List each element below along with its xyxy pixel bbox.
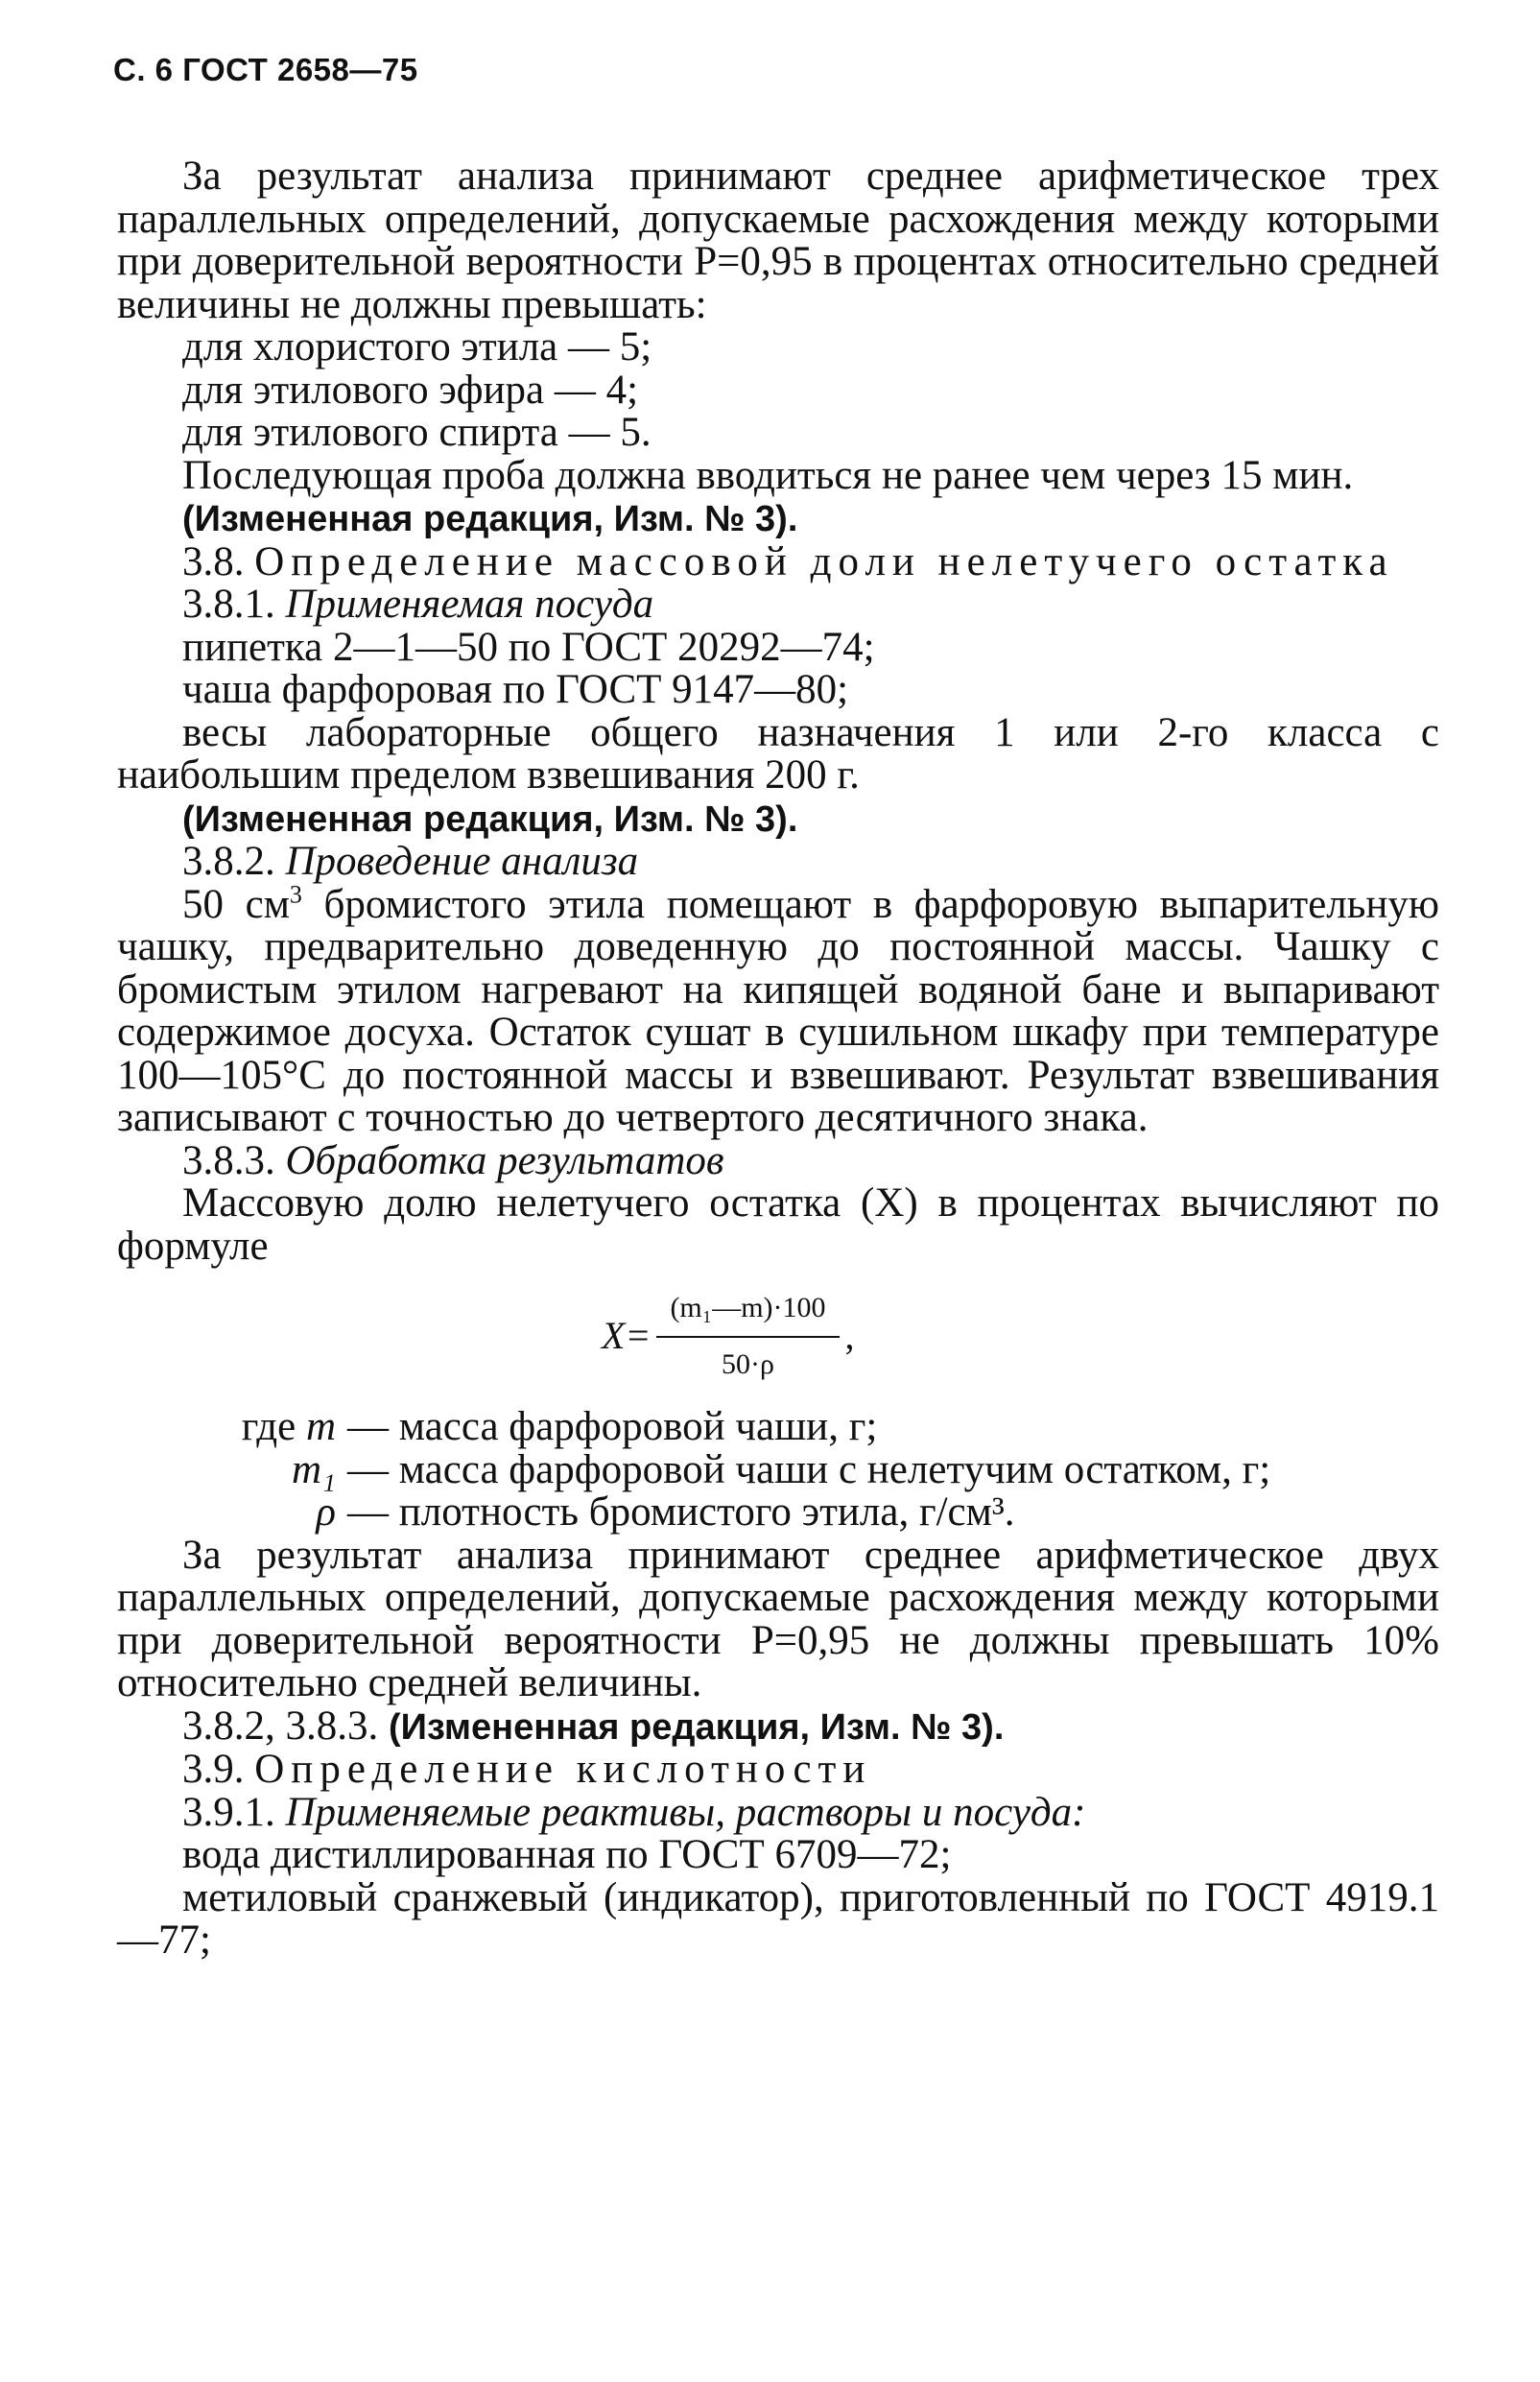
definition-row xyxy=(117,1406,1439,1449)
paragraph-next-sample: Последующая проба должна вводиться не ранее чем через 15 мин. xyxy=(182,452,1354,498)
formula-lhs: X= xyxy=(602,1314,652,1358)
subsection-title: Проведение анализа xyxy=(285,839,639,884)
definition-lead: где xyxy=(241,1404,296,1449)
section-number: 3.9. xyxy=(182,1747,245,1792)
list-item: для хлористого этила — 5; xyxy=(182,324,652,369)
formula-fraction xyxy=(656,1287,839,1386)
subsection-3-8-2-heading xyxy=(117,841,1439,884)
subsection-number: 3.8.2. xyxy=(182,839,275,884)
paragraph-calculation: Массовую долю нелетучего остатка (X) в процентах вычисляют по формуле xyxy=(117,1180,1439,1269)
definition-text: — масса фарфоровой чаши с нелетучим остатком, г; xyxy=(347,1446,1271,1492)
subsection-3-9-1-heading xyxy=(117,1789,1439,1835)
formula xyxy=(602,1287,855,1386)
section-3-9-heading xyxy=(117,1749,1439,1792)
formula-tail: , xyxy=(844,1314,855,1358)
superscript: 3 xyxy=(289,880,302,909)
list-item: для этилового спирта — 5. xyxy=(182,410,652,455)
paragraph-result-two: За результат анализа принимают среднее арифметическое двух параллельных определений, допускаемые расхождения между которыми при доверительной вероятности P=0,95 не должны превышать 10% относительно средней величины. xyxy=(117,1532,1439,1705)
definition-symbol xyxy=(117,1491,347,1535)
section-3-8-heading xyxy=(117,538,1439,584)
subsection-3-8-3-heading xyxy=(117,1137,1439,1183)
definition-symbol xyxy=(117,1406,347,1449)
definition-text: — масса фарфоровой чаши, г; xyxy=(347,1404,878,1449)
paragraph-result-three: За результат анализа принимают среднее арифметическое трех параллельных определений, допускаемые расхождения между которыми при доверительной вероятности P=0,95 в процентах относительно средней величины не должны превышать: xyxy=(117,154,1439,327)
procedure-text: бромистого этила помещают в фарфоровую выпарительную чашку, предварительно доведенную до постоянной массы. Чашку с бромистым этилом нагревают на кипящей водяной бане и выпаривают содержимое досуха. Остаток сушат в сушильном шкафу при температуре 100—105°С до постоянной массы и взвешивают. Результат взвешивания записывают с точностью до четвертого десятичного знака. xyxy=(117,881,1439,1140)
subsection-title: Применяемая посуда xyxy=(285,582,654,627)
paragraph-procedure xyxy=(117,880,1439,1140)
subsection-number: 3.8.3. xyxy=(182,1137,275,1183)
procedure-volume: 50 см xyxy=(182,881,290,927)
subsection-3-8-1-heading xyxy=(117,584,1439,627)
formula-denominator: 50·ρ xyxy=(722,1347,774,1380)
variable-definitions xyxy=(117,1406,1439,1535)
subsection-number: 3.9.1. xyxy=(182,1789,275,1835)
definition-row xyxy=(117,1491,1439,1535)
list-item-scales: весы лабораторные общего назначения 1 или 2-го класса с наибольшим пределом взвешивания 200 г. xyxy=(117,709,1439,798)
amendment-note xyxy=(117,798,1439,842)
section-title: Определение кислотности xyxy=(254,1747,872,1792)
list-item: метиловый сранжевый (индикатор), приготовленный по ГОСТ 4919.1—77; xyxy=(117,1874,1439,1963)
list-item: чаша фарфоровая по ГОСТ 9147—80; xyxy=(182,667,849,712)
amendment-note xyxy=(117,497,1439,541)
section-number: 3.8. xyxy=(182,538,245,584)
definition-text: — плотность бромистого этила, г/см³. xyxy=(347,1489,1015,1535)
definition-symbol xyxy=(117,1446,347,1492)
section-title: Определение массовой доли нелетучего остатка xyxy=(254,538,1394,584)
symbol: m xyxy=(305,1404,336,1449)
formula-block xyxy=(117,1281,1439,1402)
amendment-text: (Измененная редакция, Изм. № 3). xyxy=(182,798,798,840)
list-item: для этилового эфира — 4; xyxy=(182,367,639,413)
amendment-text: (Измененная редакция, Изм. № 3). xyxy=(389,1706,1005,1748)
amendment-text: (Измененная редакция, Изм. № 3). xyxy=(182,499,798,539)
subsection-number: 3.8.1. xyxy=(182,582,275,627)
formula-numerator: (m₁—m)·100 xyxy=(656,1287,839,1338)
amendment-note xyxy=(117,1705,1439,1750)
definition-row xyxy=(117,1446,1439,1492)
list-item: пипетка 2—1—50 по ГОСТ 20292—74; xyxy=(182,624,875,670)
subsection-title: Обработка результатов xyxy=(285,1137,724,1183)
symbol: m₁ xyxy=(291,1446,336,1492)
document-body xyxy=(117,155,1439,1963)
subsection-title: Применяемые реактивы, растворы и посуда: xyxy=(285,1789,1086,1835)
list-item: вода дистиллированная по ГОСТ 6709—72; xyxy=(182,1832,952,1877)
amendment-ref: 3.8.2, 3.8.3. xyxy=(182,1703,379,1749)
symbol: ρ xyxy=(316,1489,336,1535)
page-header: С. 6 ГОСТ 2658—75 xyxy=(113,52,418,87)
